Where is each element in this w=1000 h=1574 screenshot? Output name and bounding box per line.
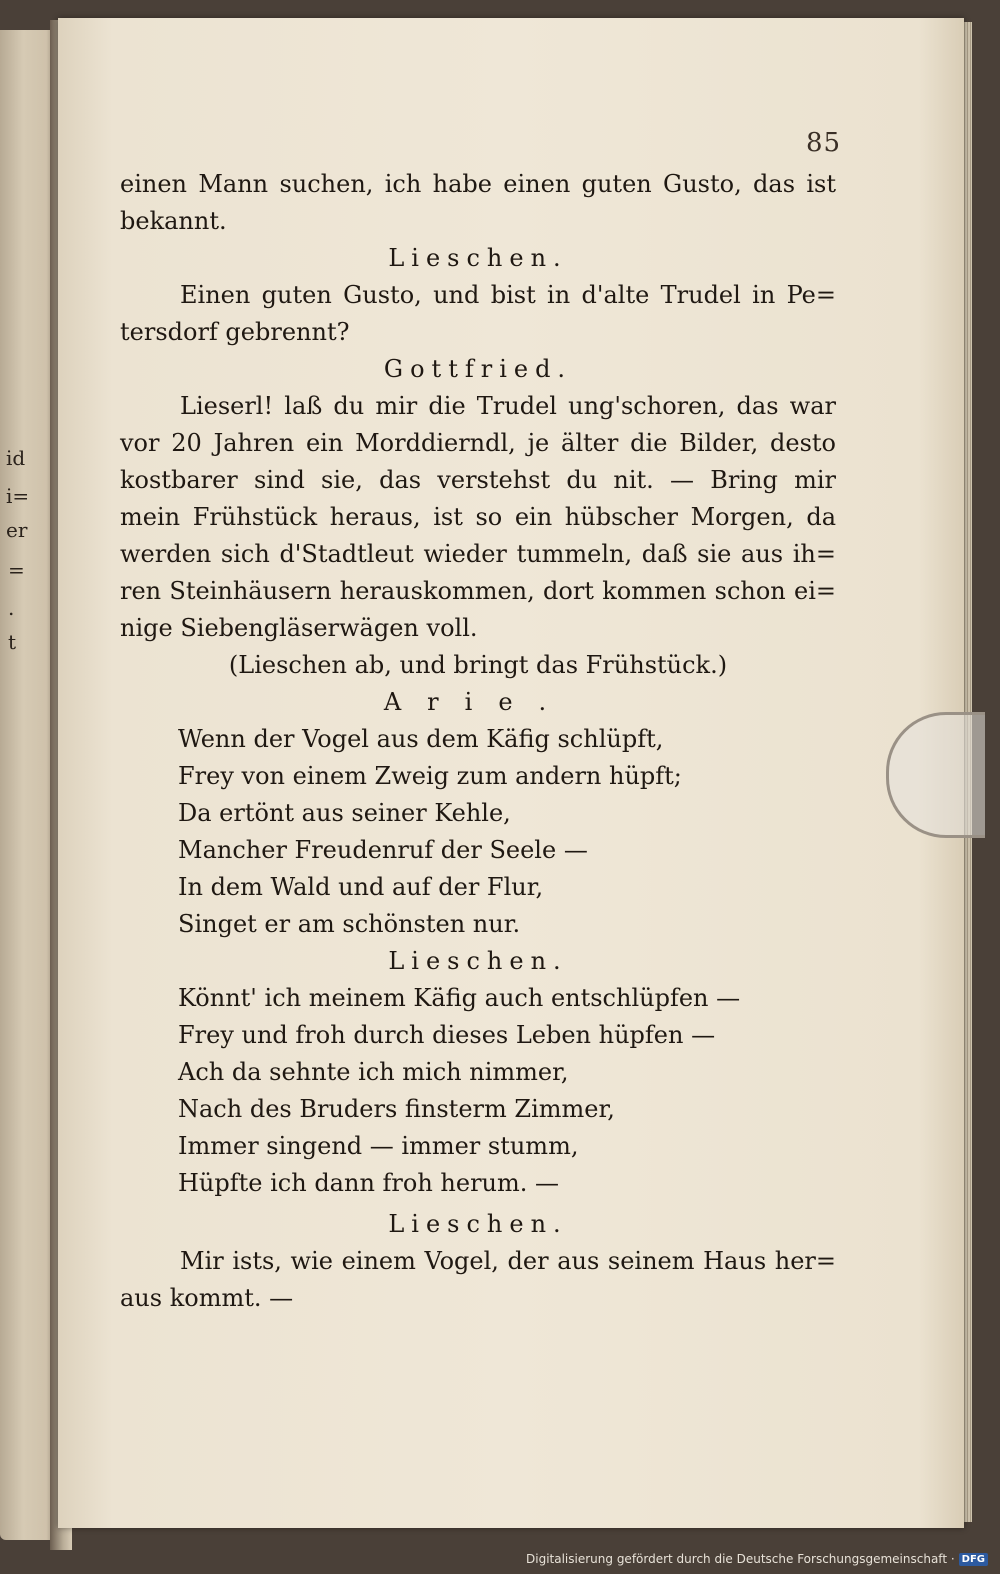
speaker-name: Lieschen.: [388, 1210, 568, 1238]
verse-line: Frey und froh durch dieses Leben hüpfen —: [178, 1021, 716, 1049]
margin-fragment: =: [8, 558, 25, 582]
section-heading: Arie.: [383, 688, 573, 716]
verse-line: Wenn der Vogel aus dem Käfig schlüpft,: [178, 725, 664, 753]
margin-fragment: .: [8, 596, 15, 620]
text-line: aus kommt. —: [120, 1284, 294, 1312]
text-line: werden sich d'Stadtleut wieder tummeln, daß sie aus ih=: [120, 540, 836, 568]
credit-text: Digitalisierung gefördert durch die Deutsche Forschungsgemeinschaft ·: [526, 1552, 955, 1566]
verse-line: Könnt' ich meinem Käfig auch entschlüpfen —: [178, 984, 741, 1012]
text-line: vor 20 Jahren ein Morddierndl, je älter die Bilder, desto: [120, 429, 836, 457]
text-line: kostbarer sind sie, das verstehst du nit. — Bring mir: [120, 466, 836, 494]
speaker-name: Lieschen.: [388, 947, 568, 975]
verse-line: Da ertönt aus seiner Kehle,: [178, 799, 511, 827]
text-line: mein Frühstück heraus, ist so ein hübscher Morgen, da: [120, 503, 836, 531]
margin-fragment: id: [6, 446, 26, 470]
verse-line: Immer singend — immer stumm,: [178, 1132, 579, 1160]
text-line: einen Mann suchen, ich habe einen guten Gusto, das ist: [120, 170, 836, 198]
speaker-name: Lieschen.: [388, 244, 568, 272]
text-line: Einen guten Gusto, und bist in d'alte Trudel in Pe=: [180, 281, 836, 309]
page-number: 85: [806, 128, 842, 158]
verse-line: Mancher Freudenruf der Seele —: [178, 836, 588, 864]
margin-fragment: i=: [6, 484, 30, 508]
page-text: [120, 166, 836, 1317]
verse-line: Nach des Bruders finsterm Zimmer,: [178, 1095, 615, 1123]
text-line: Lieserl! laß du mir die Trudel ung'schoren, das war: [180, 392, 836, 420]
text-line: bekannt.: [120, 207, 227, 235]
text-line: nige Siebengläserwägen voll.: [120, 614, 478, 642]
verse-line: Ach da sehnte ich mich nimmer,: [178, 1058, 569, 1086]
verse-line: In dem Wald und auf der Flur,: [178, 873, 544, 901]
margin-fragment: t: [8, 630, 17, 654]
text-line: Mir ists, wie einem Vogel, der aus seinem Haus her=: [180, 1247, 836, 1275]
speaker-name: Gottfried.: [383, 355, 573, 383]
digitization-credit: [526, 1552, 988, 1566]
text-line: ren Steinhäusern herauskommen, dort kommen schon ei=: [120, 577, 836, 605]
stage-direction: (Lieschen ab, und bringt das Frühstück.): [228, 651, 728, 679]
verse-line: Frey von einem Zweig zum andern hüpft;: [178, 762, 682, 790]
verse-line: Hüpfte ich dann froh herum. —: [178, 1169, 560, 1197]
margin-fragment: er: [6, 518, 28, 542]
dfg-logo: DFG: [959, 1553, 988, 1566]
verse-line: Singet er am schönsten nur.: [178, 910, 521, 938]
text-line: tersdorf gebrennt?: [120, 318, 350, 346]
